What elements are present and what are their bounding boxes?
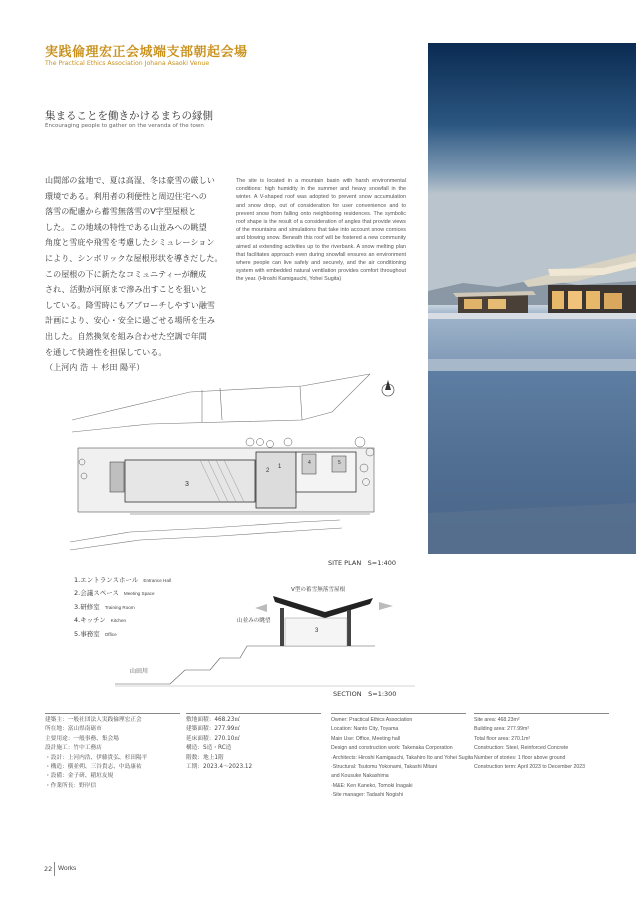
- data-row: Construction term: April 2023 to December 2023: [474, 764, 586, 771]
- legend-en: Office: [104, 631, 117, 637]
- rule-line: [474, 713, 609, 714]
- body-text-japanese: [45, 173, 227, 376]
- data-column-en-1: [331, 716, 473, 801]
- data-row: 設計施工：竹中工務店: [45, 745, 102, 752]
- data-row: Main Use: Office, Meeting hall: [331, 735, 401, 742]
- legend-jp: 研修室: [80, 602, 100, 611]
- data-row: 敷地面積：468.23㎡: [186, 717, 241, 723]
- site-plan-label: SITE PLAN S=1:400: [328, 559, 396, 567]
- data-row: Total floor area: 270.1m²: [474, 735, 531, 742]
- data-row: 構造：S造・RC造: [186, 745, 232, 752]
- body-line: 落雪の配慮から蓄雪無落雪のV字型屋根と: [45, 206, 197, 217]
- site-plan-drawing: [70, 372, 410, 554]
- body-line: され、活動が河原まで滲み出すことを狙いと: [45, 284, 208, 295]
- river-label: 山田川: [130, 668, 149, 675]
- legend-en: Entrance Hall: [143, 578, 171, 583]
- body-line: （上河内 浩 ＋ 杉田 陽平）: [45, 362, 145, 373]
- building-photo: [428, 43, 636, 554]
- body-line: により、シンボリックな屋根形状を導きだした。: [45, 252, 223, 263]
- data-row: 建築面積：277.99㎡: [186, 726, 241, 733]
- body-line: を通して快適性を担保している。: [45, 346, 167, 357]
- section-drawing: [115, 578, 415, 688]
- body-line: している。降雪時にもアプローチしやすい融雪: [45, 299, 215, 310]
- data-row: 工期：2023.4〜2023.12: [186, 764, 253, 771]
- footer-divider: [54, 862, 55, 876]
- section-view-label: 山並みの眺望: [237, 618, 271, 624]
- body-line: した。この地域の特性である山並みへの眺望: [45, 221, 207, 232]
- legend-en: Meeting Space: [123, 591, 155, 597]
- body-text-english: The site is located in a mountain basin with harsh environmental conditions: high humidity in the summer and heavy snowfall in the winter. A V-shaped roof was adopted to prevent snow accumulation and snow drop, out of consideration for user convenience and to prevent snow from falling onto neighboring residences. The symbolic roof shape is the result of a consideration of angles that provide views of the mountains and simulations that take into account snow cornices and blowing snow. Beneath this roof will be fostered a new community aimed at extending activities up to the riverbank. A snow melting plan that facilitates approach even during snowfall ensures an environment where people can live safely and securely, and the air conditioning system with embedded natural ventilation provides comfort throughout the year. (Hiroshi Kamigauchi, Yohei Sugita): [236, 178, 406, 283]
- body-line: 角度と雪庇や飛雪を考慮したシミュレーション: [45, 237, 215, 248]
- body-line: 計画により、安心・安全に過ごせる場所を生み: [45, 315, 215, 326]
- body-line: 出した。自然換気を組み合わせた空調で年間: [45, 330, 207, 341]
- page-subtitle-english: Encouraging people to gather on the veranda of the town: [45, 123, 204, 129]
- data-row: ・設備：金子研、稲垣友規: [45, 773, 114, 780]
- legend-jp: キッチン: [80, 616, 106, 625]
- legend-no: 1.: [74, 576, 81, 584]
- body-line: 山間部の盆地で、夏は高湿、冬は豪雪の厳しい: [45, 175, 215, 185]
- legend-no: 3.: [74, 602, 81, 611]
- data-row: ·Structural: Tsutomu Yokonami, Takashi Mitani: [331, 764, 437, 771]
- data-row: Construction: Steel, Reinforced Concrete: [474, 745, 569, 752]
- data-column-jp-1: [45, 716, 147, 791]
- body-line: この屋根の下に新たなコミュニティーが醸成: [45, 268, 207, 279]
- data-row: Number of stories: 1 floor above ground: [474, 754, 566, 761]
- data-row: Building area: 277.99m²: [474, 726, 530, 733]
- legend-no: 5.: [74, 629, 81, 638]
- data-row: 建築主：一般社団法人実践倫理宏正会: [45, 717, 142, 723]
- section-room-number: 3: [315, 628, 319, 634]
- rule-line: [331, 713, 466, 714]
- data-row: 所在地：富山県南砺市: [45, 726, 102, 733]
- rule-line: [45, 713, 180, 714]
- legend-en: Kitchen: [110, 618, 127, 624]
- data-column-en-2: [474, 716, 585, 772]
- legend-jp: 事務室: [80, 629, 100, 638]
- data-row: 延床面積：270.10㎡: [186, 735, 241, 742]
- section-label: SECTION S=1:300: [333, 690, 397, 698]
- body-line: 環境である。利用者の利便性と周辺住宅への: [45, 190, 207, 201]
- plan-room-number: 3: [185, 481, 189, 488]
- data-row: 階数：地上1階: [186, 754, 224, 761]
- legend-en: Training Room: [104, 604, 135, 610]
- page-subtitle: 集まることを働きかけるまちの縁側: [45, 110, 213, 122]
- rule-line: [186, 713, 321, 714]
- data-row: Owner: Practical Ethics Association: [331, 717, 413, 723]
- data-row: and Kousuke Nakashima: [331, 773, 389, 780]
- legend-no: 4.: [74, 616, 81, 625]
- data-row: 主要用途：一般事務、集会場: [45, 735, 119, 742]
- data-column-jp-2: [186, 716, 252, 772]
- plan-room-number: 2: [266, 468, 270, 474]
- data-row: Site area: 468.23m²: [474, 717, 520, 723]
- plan-room-number: 5: [338, 460, 341, 466]
- data-row: ・設計：上河内浩、伊藤貴弘、杉田陽平: [45, 754, 148, 761]
- section-name: Works: [58, 865, 77, 872]
- data-row: ・作業所長：野岸信: [45, 782, 97, 789]
- data-row: ・構造：横並朔、三谷貴志、中島康祐: [45, 764, 142, 771]
- page-number: 22: [44, 865, 53, 873]
- plan-room-number: 4: [308, 460, 311, 466]
- page-title: 実践倫理宏正会城端支部朝起会場: [45, 45, 248, 60]
- data-row: ·Site manager: Tadashi Nogishi: [331, 792, 403, 799]
- data-row: Location: Nanto City, Toyama: [331, 726, 399, 733]
- data-row: ·M&E: Ken Kaneko, Tomoki Inagaki: [331, 782, 413, 789]
- legend-no: 2.: [74, 589, 81, 598]
- legend-jp: エントランスホール: [80, 576, 139, 584]
- section-roof-label: V型の蓄雪無落雪屋根: [291, 587, 346, 593]
- data-row: Design and construction work: Takenaka Corporation: [331, 745, 453, 752]
- data-row: ·Architects: Hiroshi Kamigauchi, Takahiro Ito and Yohei Sugita: [331, 754, 474, 761]
- page-title-english: The Practical Ethics Association Johana Asaoki Venue: [45, 60, 210, 67]
- plan-room-number: 1: [278, 464, 282, 470]
- legend-jp: 会議スペース: [80, 589, 119, 598]
